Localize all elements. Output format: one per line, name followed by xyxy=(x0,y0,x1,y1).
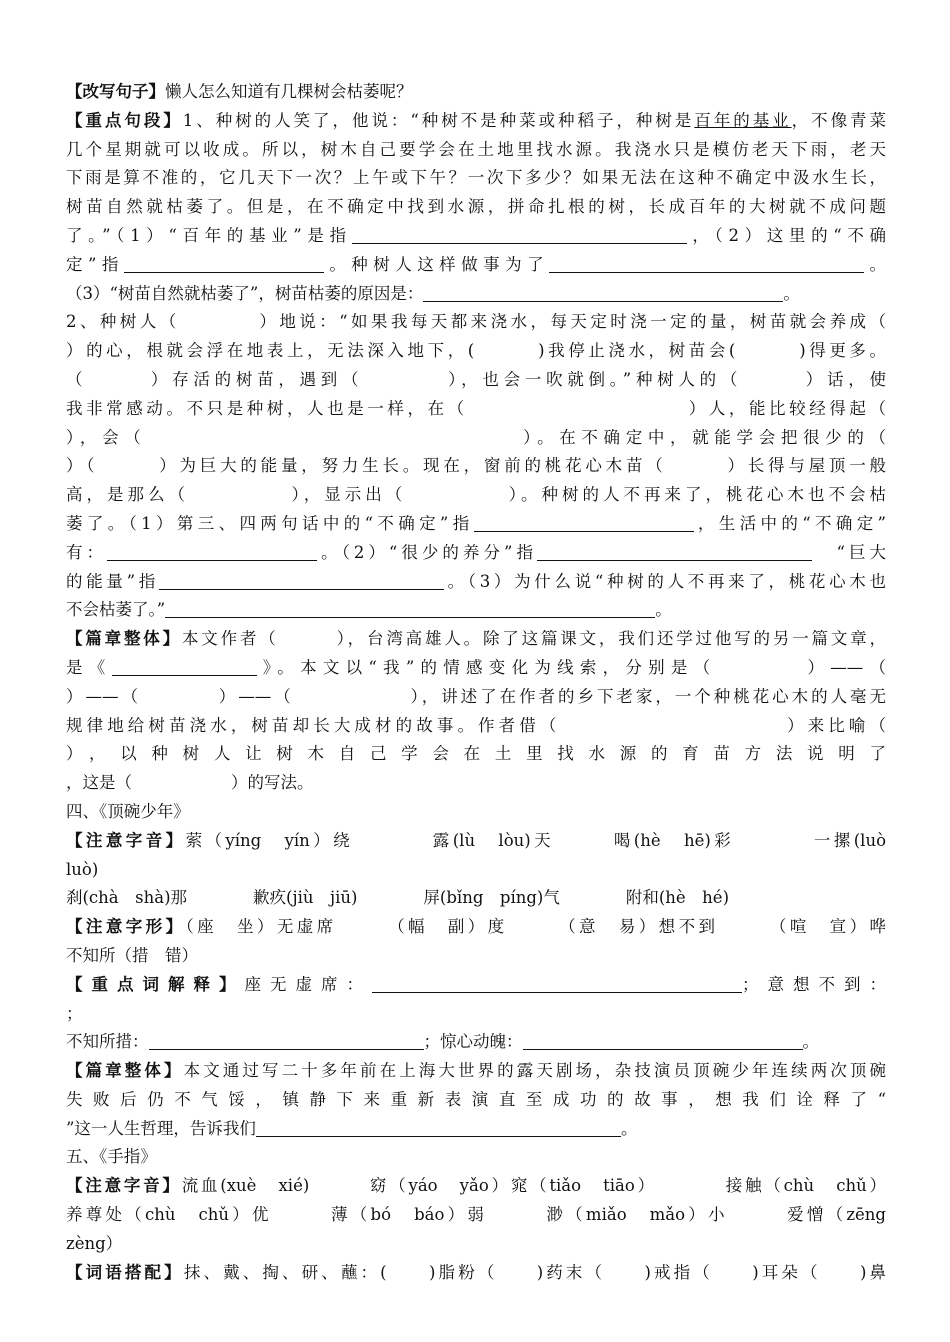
text-segment: 是《 xyxy=(66,657,112,677)
text-segment: 抹、戴、掏、研、蘸：( )脂粉（ )药末（ )戒指（ )耳朵（ )鼻 xyxy=(183,1262,886,1282)
text-segment: 座无虚席： xyxy=(244,974,372,994)
text-segment: 有： xyxy=(66,542,108,562)
text-line xyxy=(66,712,886,741)
text-segment: 流血(xuè xié) 窈（yáo yǎo）窕（tiǎo tiāo） 接触（chù chǔ） xyxy=(181,1176,886,1196)
text-line xyxy=(66,251,886,280)
section-heading: 【篇章整体】 xyxy=(66,1061,184,1081)
section-heading: 【重点句段】 xyxy=(66,110,183,130)
text-segment: 高，是那么（ ），显示出（ ）。种树的人不再来了，桃花心木也不会枯 xyxy=(66,485,886,505)
text-segment: 五、《手指》 xyxy=(66,1147,157,1167)
text-line xyxy=(66,78,886,107)
text-line xyxy=(66,1028,886,1057)
text-line xyxy=(66,827,886,856)
text-segment: 萦（yíng yín）绕 露(lù lòu)天 喝(hè hē)彩 一摞(luò xyxy=(185,830,886,850)
text-segment: 我非常感动。不只是种树，人也是一样，在（ ）人，能比较经得起（ xyxy=(66,398,886,418)
answer-blank[interactable] xyxy=(474,513,694,532)
text-line xyxy=(66,107,886,136)
text-segment: ，（2）这里的“不确 xyxy=(686,225,886,245)
text-line xyxy=(66,1201,886,1230)
text-segment: 。 xyxy=(802,1032,819,1052)
answer-blank[interactable] xyxy=(107,542,317,561)
text-segment: ，不像青菜 xyxy=(791,110,886,130)
text-segment: （ ）存活的树苗，遇到（ ），也会一吹就倒。”种树人的（ ）话，使 xyxy=(66,369,886,389)
text-segment: 了。”（1）“百年的基业”是指 xyxy=(66,225,352,245)
text-segment: 。 xyxy=(864,254,886,274)
text-line xyxy=(66,942,886,971)
text-line xyxy=(66,452,886,481)
text-segment: 。 xyxy=(655,600,672,620)
text-segment: 树苗自然就枯萎了。但是，在不确定中找到水源，拼命扎根的树，长成百年的大树就不成问题 xyxy=(66,197,886,217)
text-line xyxy=(66,539,886,568)
text-segment: 》。本文以“我”的情感变化为线索，分别是（ ）——（ xyxy=(256,657,886,677)
text-segment: 四、《顶碗少年》 xyxy=(66,801,190,821)
text-line xyxy=(66,568,886,597)
text-line xyxy=(66,740,886,769)
text-segment: 萎了。（1）第三、四两句话中的“不确定”指 xyxy=(66,513,474,533)
text-segment: ），以种树人让树木自己学会在土里找水源的育苗方法说明了 xyxy=(66,744,886,764)
text-line xyxy=(66,222,886,251)
text-segment: 1、种树的人笑了，他说：“种树不是种菜或种稻子，种树是 xyxy=(182,110,695,130)
answer-blank[interactable] xyxy=(124,254,324,273)
text-segment: “巨大 xyxy=(811,542,886,562)
text-line xyxy=(66,856,886,885)
section-heading: 【注意字形】 xyxy=(66,917,186,937)
text-segment: ； xyxy=(66,1003,83,1023)
text-segment: 失败后仍不气馁，镇静下来重新表演直至成功的故事，想我们诠释了“ xyxy=(66,1089,886,1109)
text-segment: 懒人怎么知道有几棵树会枯萎呢？ xyxy=(165,82,413,101)
text-line xyxy=(66,625,886,654)
worksheet-page xyxy=(66,78,886,1287)
text-line xyxy=(66,481,886,510)
text-segment: 的能量”指 xyxy=(66,571,159,591)
text-segment: 刹(chà shà)那 歉疚(jiù jiū) 屏(bǐng píng)气 附和(hè hé) xyxy=(66,888,730,908)
text-segment: 本文作者（ ），台湾高雄人。除了这篇课文，我们还学过他写的另一篇文章， xyxy=(181,629,886,649)
text-line xyxy=(66,193,886,222)
section-heading: 【注意字音】 xyxy=(66,1176,182,1196)
answer-blank[interactable] xyxy=(112,657,257,676)
text-segment: 不知所（措 错） xyxy=(66,945,198,965)
text-segment: 。（2）“很少的养分”指 xyxy=(317,542,537,562)
text-segment: luò) xyxy=(66,859,99,879)
section-heading: 【改写句子】 xyxy=(66,82,165,101)
text-line xyxy=(66,337,886,366)
text-line xyxy=(66,769,886,798)
text-segment: 2、种树人（ ）地说：“如果我每天都来浇水，每天定时浇一定的量，树苗就会养成（ xyxy=(66,312,886,332)
text-line xyxy=(66,1172,886,1201)
text-line xyxy=(66,596,886,625)
text-segment: 不会枯萎了。” xyxy=(66,600,166,620)
text-segment: ；惊心动魄： xyxy=(423,1032,523,1052)
text-segment: 定”指 xyxy=(66,254,124,274)
text-line xyxy=(66,1115,886,1144)
text-line xyxy=(66,136,886,165)
text-segment: 本文通过写二十多年前在上海大世界的露天剧场，杂技演员顶碗少年连续两次顶碗 xyxy=(183,1061,886,1081)
text-line xyxy=(66,884,886,913)
answer-blank[interactable] xyxy=(549,254,864,273)
text-line xyxy=(66,683,886,712)
text-segment: ，这是（ ）的写法。 xyxy=(66,773,314,793)
text-line xyxy=(66,913,886,942)
text-segment: 百年的基业 xyxy=(694,110,792,130)
text-segment: ；意想不到： xyxy=(742,974,886,994)
text-line xyxy=(66,654,886,683)
text-line xyxy=(66,308,886,337)
answer-blank[interactable] xyxy=(352,225,687,244)
section-heading: 【重点词解释】 xyxy=(66,974,245,994)
answer-blank[interactable] xyxy=(372,974,742,993)
text-segment: 规律地给树苗浇水，树苗却长大成材的故事。作者借（ ）来比喻（ xyxy=(66,715,886,735)
answer-blank[interactable] xyxy=(149,1031,424,1050)
text-segment: ）的心，根就会浮在地表上，无法深入地下，( )我停止浇水，树苗会( )得更多。 xyxy=(66,341,886,361)
text-segment: 。（3）为什么说“种树的人不再来了，桃花心木也 xyxy=(443,571,886,591)
answer-blank[interactable] xyxy=(159,571,444,590)
text-line xyxy=(66,971,886,1000)
text-line xyxy=(66,164,886,193)
text-line xyxy=(66,1086,886,1115)
answer-blank[interactable] xyxy=(256,1118,621,1137)
section-heading: 【注意字音】 xyxy=(66,830,186,850)
text-segment: 。种树人这样做事为了 xyxy=(323,254,550,274)
section-heading: 【篇章整体】 xyxy=(66,629,182,649)
section-heading: 【词语搭配】 xyxy=(66,1262,184,1282)
text-segment: 下雨是算不准的，它几天下一次？上午或下午？一次下多少？如果无法在这种不确定中汲水生长， xyxy=(66,168,886,188)
text-segment: ）（ ）为巨大的能量，努力生长。现在，窗前的桃花心木苗（ ）长得与屋顶一般 xyxy=(66,456,886,476)
text-segment: 养尊处（chù chǔ）优 薄（bó báo）弱 渺（miǎo mǎo）小 爱憎（zēng xyxy=(66,1205,886,1225)
text-segment: 。 xyxy=(620,1118,638,1138)
text-line xyxy=(66,1143,886,1172)
text-segment: （座 坐）无虚席 （幅 副）度 （意 易）想不到 （喧 宣）哗 xyxy=(185,917,886,937)
answer-blank[interactable] xyxy=(165,599,655,618)
text-segment: ”这一人生哲理，告诉我们 xyxy=(66,1118,256,1138)
text-segment: ），会（ ）。在不确定中，就能学会把很少的（ xyxy=(66,427,886,447)
text-line xyxy=(66,798,886,827)
text-segment: ）——（ ）——（ ），讲述了在作者的乡下老家，一个种桃花心木的人毫无 xyxy=(66,686,886,706)
text-segment: ，生活中的“不确定” xyxy=(693,513,886,533)
text-line xyxy=(66,424,886,453)
text-segment: 几个星期就可以收成。所以，树木自己要学会在土地里找水源。我浇水只是模仿老天下雨，老天 xyxy=(66,139,886,159)
answer-blank[interactable] xyxy=(423,283,783,302)
text-line xyxy=(66,1230,886,1259)
text-line xyxy=(66,1000,886,1029)
text-segment: 。 xyxy=(783,283,800,303)
answer-blank[interactable] xyxy=(523,1031,803,1050)
text-line xyxy=(66,280,886,309)
text-line xyxy=(66,1057,886,1086)
text-line xyxy=(66,395,886,424)
text-line xyxy=(66,510,886,539)
text-line xyxy=(66,1259,886,1288)
answer-blank[interactable] xyxy=(537,542,812,561)
text-segment: （3）“树苗自然就枯萎了”，树苗枯萎的原因是： xyxy=(66,283,424,303)
text-line xyxy=(66,366,886,395)
text-segment: 不知所措： xyxy=(66,1032,149,1052)
text-segment: zèng） xyxy=(66,1233,123,1253)
